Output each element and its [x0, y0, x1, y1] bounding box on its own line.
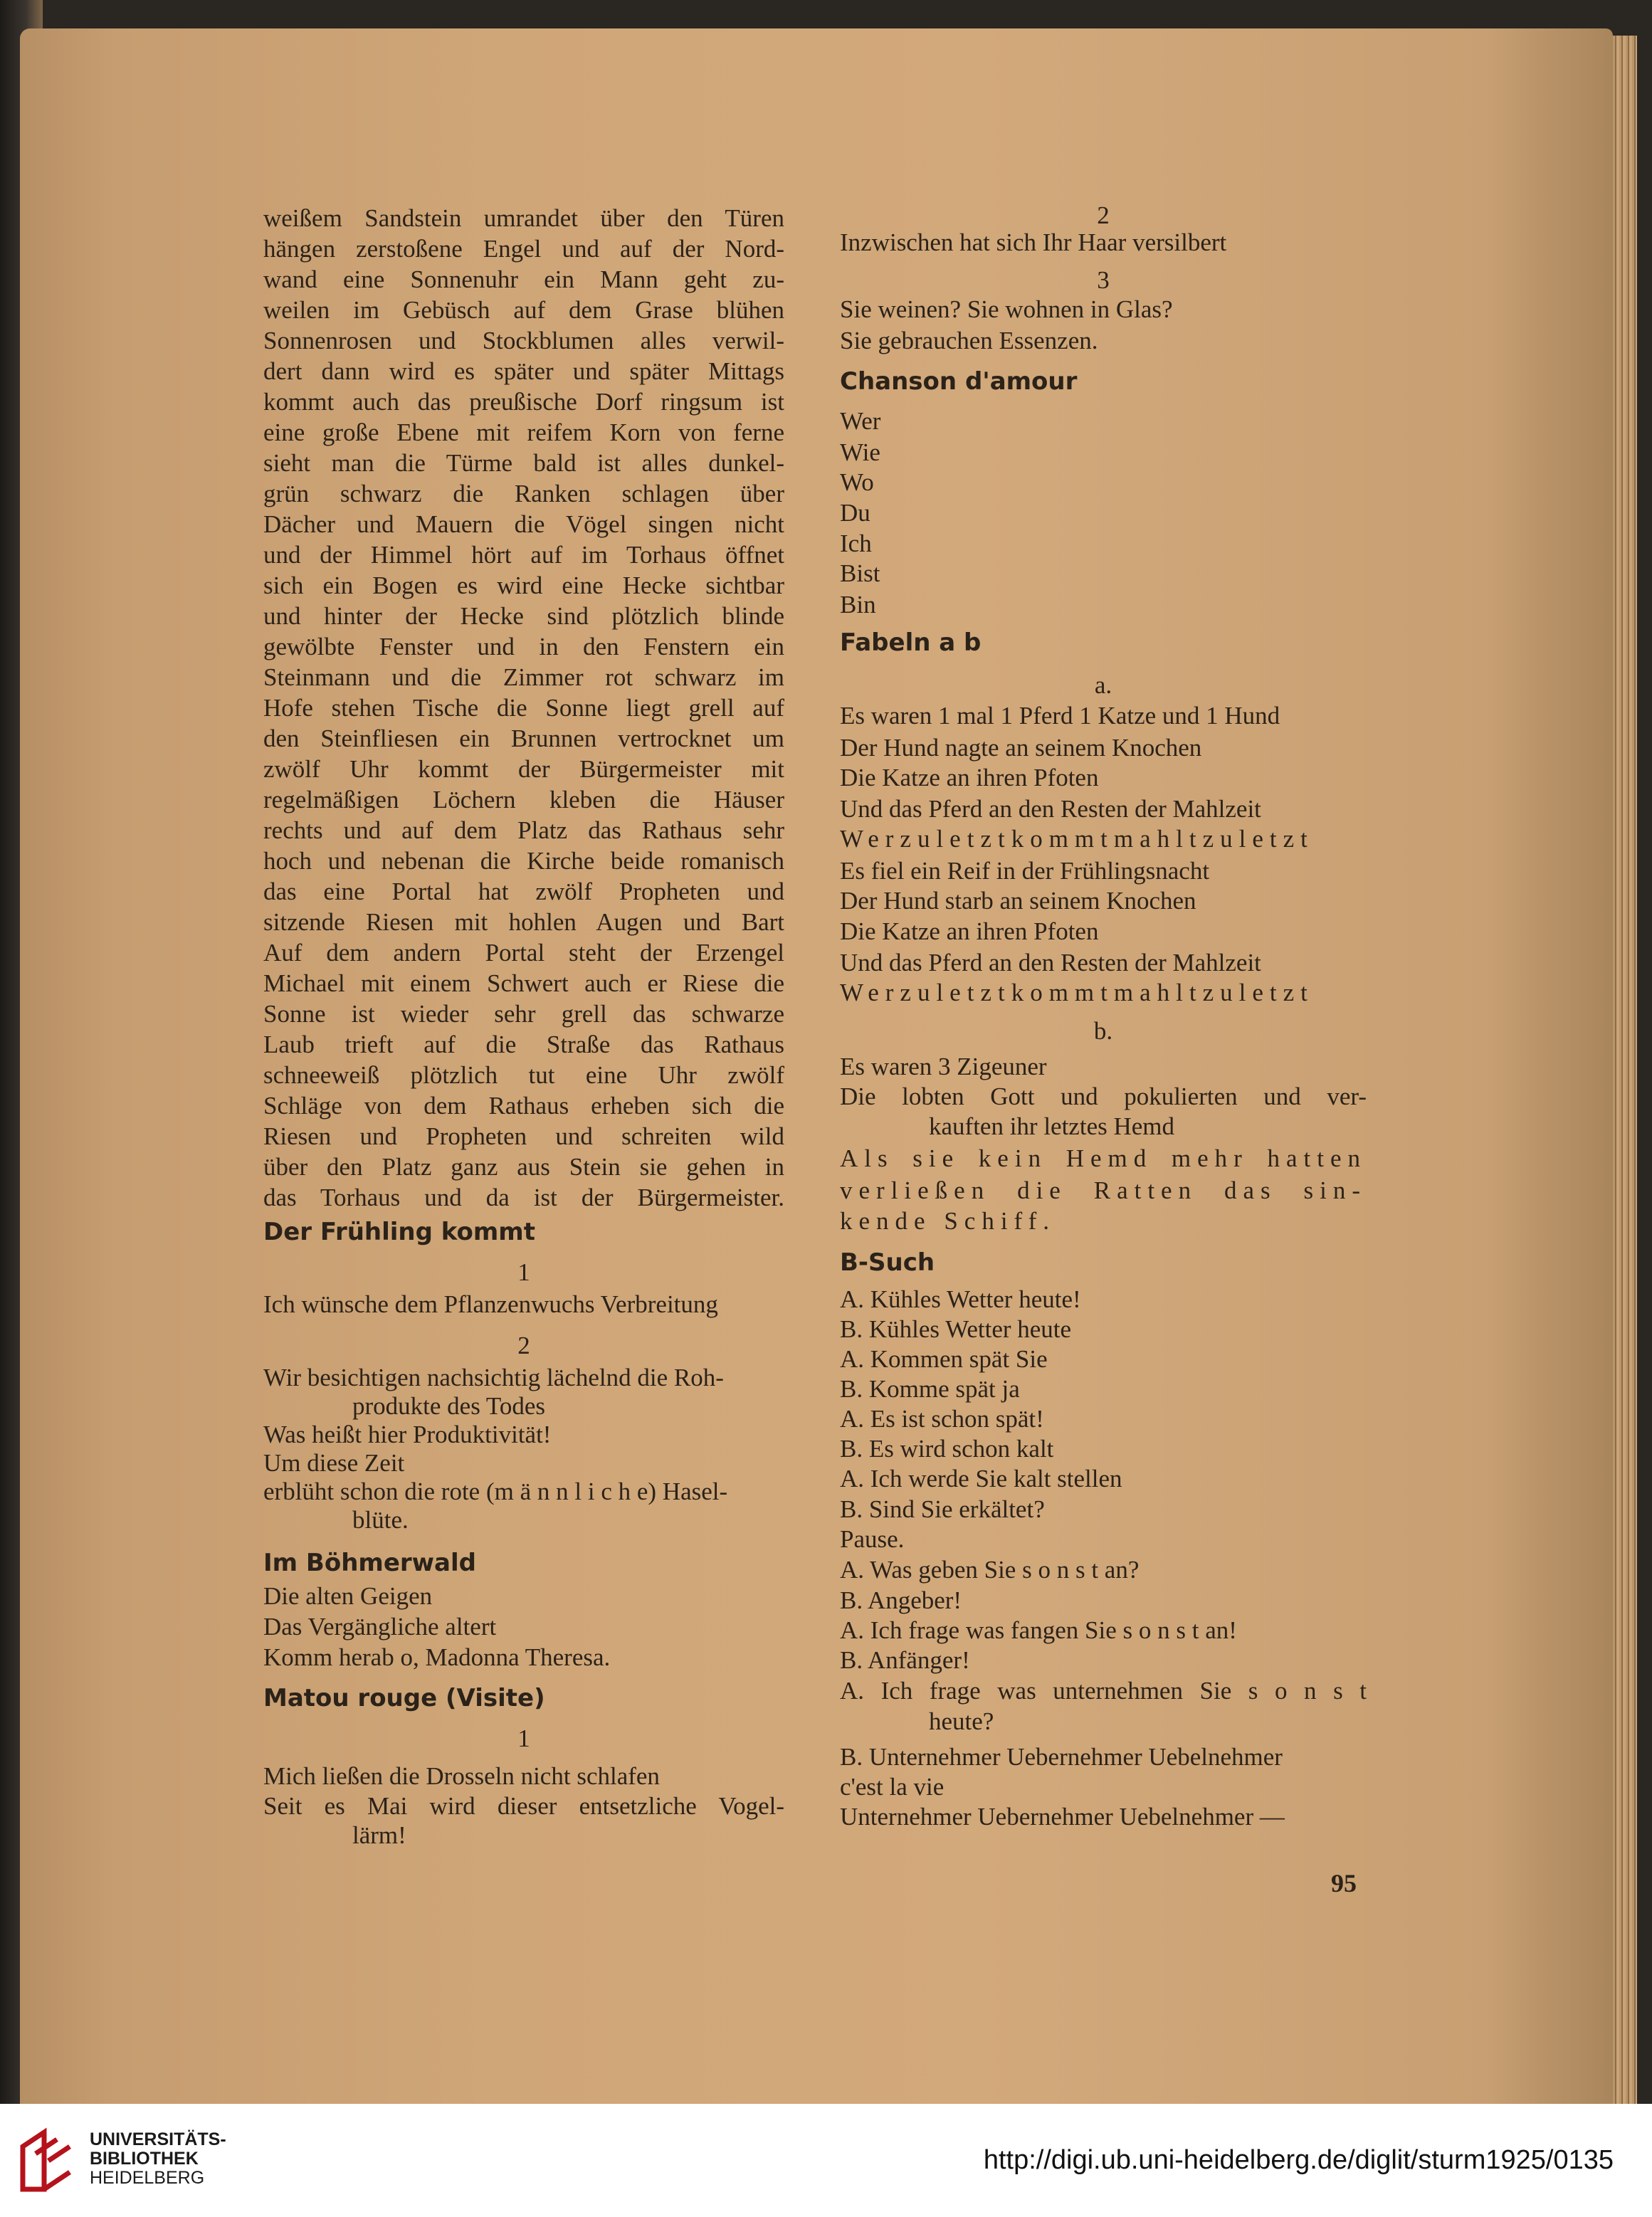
- right-text-line: Du: [840, 499, 870, 527]
- left-text-line: sieht man die Türme bald ist alles dunkel-: [263, 449, 784, 477]
- left-text-line: eine große Ebene mit reifem Korn von ferne: [263, 418, 784, 446]
- right-text-line: Es waren 1 mal 1 Pferd 1 Katze und 1 Hund: [840, 702, 1280, 730]
- right-text-line: Wie: [840, 438, 880, 466]
- left-text-line: Laub trieft auf die Straße das Rathaus: [263, 1031, 784, 1058]
- left-text-line: den Steinfliesen ein Brunnen vertrocknet um: [263, 725, 784, 752]
- left-text-line: dert dann wird es später und später Mittags: [263, 357, 784, 385]
- right-text-line: c'est la vie: [840, 1773, 945, 1801]
- left-text-line: weilen im Gebüsch auf dem Grase blühen: [263, 296, 784, 324]
- permalink-url[interactable]: http://digi.ub.uni-heidelberg.de/diglit/sturm1925/0135: [983, 2145, 1614, 2175]
- left-text-line: hängen zerstoßene Engel und auf der Nord-: [263, 235, 784, 263]
- left-text-line: Schläge von dem Rathaus erheben sich die: [263, 1092, 784, 1120]
- right-text-line: Wer: [840, 407, 881, 435]
- right-text-line: Ich: [840, 530, 872, 557]
- left-text-line: und hinter der Hecke sind plötzlich blinde: [263, 602, 784, 630]
- left-text-line: Mich ließen die Drosseln nicht schlafen: [263, 1762, 660, 1790]
- right-text-line: Als sie kein Hemd mehr hatten: [840, 1144, 1367, 1172]
- left-heading: Im Böhmerwald: [263, 1549, 476, 1577]
- left-text-line: 2: [517, 1332, 530, 1359]
- left-text-line: Steinmann und die Zimmer rot schwarz im: [263, 663, 784, 691]
- left-text-line: produkte des Todes: [352, 1392, 546, 1420]
- left-text-line: Komm herab o, Madonna Theresa.: [263, 1643, 611, 1671]
- right-text-line: Es waren 3 Zigeuner: [840, 1053, 1047, 1080]
- left-text-line: Das Vergängliche altert: [263, 1613, 497, 1641]
- right-text-line: Werzuletztkommtmahltzuletzt: [840, 979, 1314, 1006]
- left-text-line: regelmäßigen Löchern kleben die Häuser: [263, 786, 784, 813]
- left-text-line: Hofe stehen Tische die Sonne liegt grell auf: [263, 694, 784, 722]
- left-text-line: Michael mit einem Schwert auch er Riese die: [263, 969, 784, 997]
- library-name-line2: BIBLIOTHEK: [90, 2149, 199, 2169]
- left-text-line: Auf dem andern Portal steht der Erzengel: [263, 939, 784, 967]
- viewer-footer: [0, 2104, 1652, 2217]
- right-text-line: Der Hund nagte an seinem Knochen: [840, 734, 1202, 762]
- right-text-line: A. Kommen spät Sie: [840, 1345, 1048, 1373]
- right-text-line: Sie gebrauchen Essenzen.: [840, 327, 1098, 354]
- left-text-line: weißem Sandstein umrandet über den Türen: [263, 204, 784, 232]
- right-text-line: Wo: [840, 468, 874, 496]
- left-text-line: Die alten Geigen: [263, 1582, 433, 1610]
- right-text-line: 3: [1097, 266, 1110, 294]
- page-number: 95: [1331, 1869, 1357, 1897]
- left-text-line: Ich wünsche dem Pflanzenwuchs Verbreitung: [263, 1290, 718, 1318]
- left-text-line: Sonne ist wieder sehr grell das schwarze: [263, 1000, 784, 1028]
- book-page: [20, 28, 1613, 2104]
- left-text-line: Um diese Zeit: [263, 1449, 405, 1477]
- right-heading: B-Such: [840, 1248, 935, 1277]
- right-text-line: B. Es wird schon kalt: [840, 1435, 1054, 1463]
- right-text-line: Die lobten Gott und pokulierten und ver-: [840, 1083, 1367, 1110]
- right-text-line: Und das Pferd an den Resten der Mahlzeit: [840, 949, 1261, 976]
- left-text-line: zwölf Uhr kommt der Bürgermeister mit: [263, 755, 784, 783]
- right-text-line: Pause.: [840, 1525, 905, 1553]
- left-text-line: Sonnenrosen und Stockblumen alles verwil-: [263, 327, 784, 354]
- left-text-line: Riesen und Propheten und schreiten wild: [263, 1122, 784, 1150]
- left-text-line: Dächer und Mauern die Vögel singen nicht: [263, 510, 784, 538]
- left-text-line: erblüht schon die rote (m ä n n l i c h e) Hasel-: [263, 1478, 728, 1505]
- right-text-line: verließen die Ratten das sin-: [840, 1176, 1367, 1204]
- left-text-line: wand eine Sonnenuhr ein Mann geht zu-: [263, 265, 784, 293]
- right-text-line: A. Ich werde Sie kalt stellen: [840, 1465, 1122, 1492]
- right-text-line: Inzwischen hat sich Ihr Haar versilbert: [840, 228, 1227, 256]
- right-text-line: Werzuletztkommtmahltzuletzt: [840, 825, 1314, 853]
- right-text-line: B. Kühles Wetter heute: [840, 1315, 1072, 1343]
- right-text-line: B. Angeber!: [840, 1586, 962, 1614]
- right-text-line: 2: [1097, 201, 1110, 229]
- left-text-line: das Torhaus und da ist der Bürgermeister.: [263, 1184, 784, 1211]
- right-text-line: Die Katze an ihren Pfoten: [840, 764, 1099, 791]
- left-text-line: gewölbte Fenster und in den Fenstern ein: [263, 633, 784, 660]
- right-heading: Chanson d'amour: [840, 367, 1078, 396]
- right-text-line: Bist: [840, 559, 880, 587]
- left-text-line: grün schwarz die Ranken schlagen über: [263, 480, 784, 507]
- library-logo-icon: [16, 2125, 81, 2196]
- library-name-line3: HEIDELBERG: [90, 2168, 205, 2188]
- right-text-line: A. Was geben Sie s o n s t an?: [840, 1556, 1140, 1584]
- right-text-line: Bin: [840, 591, 876, 618]
- right-text-line: B. Komme spät ja: [840, 1375, 1020, 1403]
- right-text-line: A. Ich frage was unternehmen Sie s o n s t: [840, 1677, 1367, 1705]
- left-heading: Der Frühling kommt: [263, 1218, 535, 1246]
- left-text-line: Seit es Mai wird dieser entsetzliche Vogel-: [263, 1792, 784, 1820]
- right-heading: Fabeln a b: [840, 628, 982, 657]
- left-text-line: kommt auch das preußische Dorf ringsum ist: [263, 388, 784, 416]
- left-text-line: blüte.: [352, 1506, 409, 1534]
- left-heading: Matou rouge (Visite): [263, 1684, 545, 1712]
- left-text-line: lärm!: [352, 1821, 406, 1849]
- right-text-line: a.: [1094, 671, 1112, 699]
- right-text-line: kauften ihr letztes Hemd: [929, 1112, 1175, 1140]
- right-text-line: kende Schiff.: [840, 1207, 1056, 1235]
- left-text-line: das eine Portal hat zwölf Propheten und: [263, 878, 784, 905]
- right-text-line: A. Ich frage was fangen Sie s o n s t an!: [840, 1616, 1237, 1644]
- left-text-line: rechts und auf dem Platz das Rathaus sehr: [263, 816, 784, 844]
- left-text-line: schneeweiß plötzlich tut eine Uhr zwölf: [263, 1061, 784, 1089]
- right-text-line: Die Katze an ihren Pfoten: [840, 917, 1099, 945]
- left-text-line: 1: [517, 1258, 530, 1286]
- right-text-line: heute?: [929, 1707, 994, 1735]
- right-text-line: A. Kühles Wetter heute!: [840, 1285, 1081, 1313]
- right-text-line: Der Hund starb an seinem Knochen: [840, 887, 1196, 915]
- right-text-line: Es fiel ein Reif in der Frühlingsnacht: [840, 857, 1210, 885]
- left-text-line: über den Platz ganz aus Stein sie gehen in: [263, 1153, 784, 1181]
- right-text-line: b.: [1093, 1017, 1113, 1045]
- right-text-line: B. Unternehmer Uebernehmer Uebelnehmer: [840, 1743, 1283, 1771]
- right-text-line: Und das Pferd an den Resten der Mahlzeit: [840, 795, 1261, 823]
- right-text-line: Sie weinen? Sie wohnen in Glas?: [840, 295, 1173, 323]
- right-text-line: Unternehmer Uebernehmer Uebelnehmer —: [840, 1803, 1285, 1831]
- library-name-line1: UNIVERSITÄTS-: [90, 2129, 226, 2149]
- right-text-line: B. Sind Sie erkältet?: [840, 1495, 1045, 1523]
- left-text-line: Wir besichtigen nachsichtig lächelnd die Roh-: [263, 1364, 724, 1391]
- left-text-line: sich ein Bogen es wird eine Hecke sichtbar: [263, 572, 784, 599]
- left-text-line: hoch und nebenan die Kirche beide romanisch: [263, 847, 784, 875]
- right-text-line: A. Es ist schon spät!: [840, 1405, 1044, 1433]
- left-text-line: 1: [517, 1724, 530, 1752]
- left-text-line: sitzende Riesen mit hohlen Augen und Bart: [263, 908, 784, 936]
- left-text-line: und der Himmel hört auf im Torhaus öffnet: [263, 541, 784, 569]
- right-text-line: B. Anfänger!: [840, 1646, 970, 1674]
- left-text-line: Was heißt hier Produktivität!: [263, 1421, 552, 1448]
